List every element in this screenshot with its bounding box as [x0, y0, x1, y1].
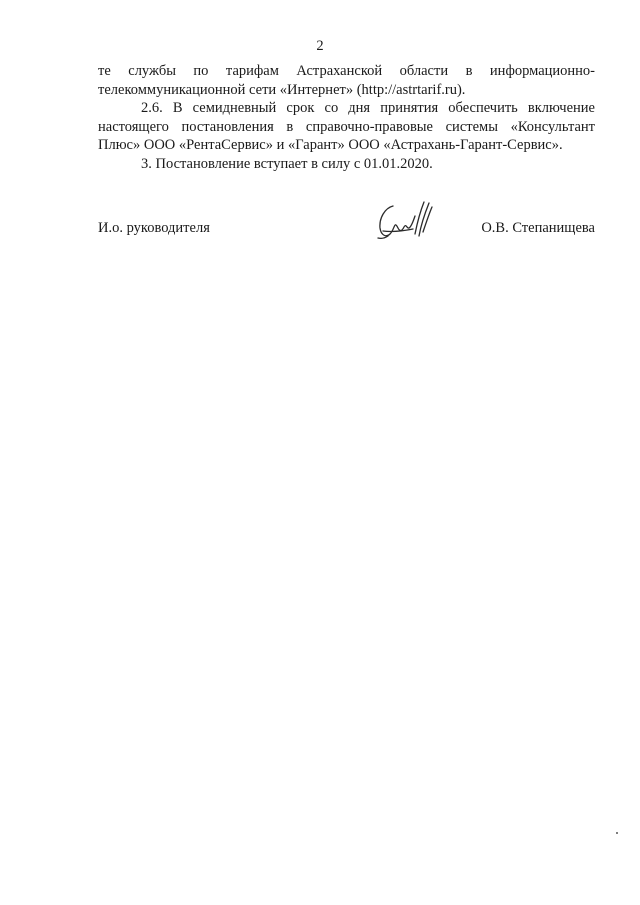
- scan-speck: [616, 832, 618, 834]
- document-body: [98, 62, 595, 173]
- paragraph-item-2-6: 2.6. В семидневный срок со дня принятия обеспечить включение настоящего постановления в справочно-правовые системы «Консультант Плюс» ООО «РентаСервис» и «Гарант» ООО «Астрахань-Гарант-Сервис».: [98, 100, 595, 153]
- handwritten-signature-icon: [373, 198, 439, 244]
- signer-name: О.В. Степанищева: [481, 220, 595, 236]
- paragraph-continuation: те службы по тарифам Астраханской области в информационно-телекоммуникационной сети «Интернет» (http://astrtarif.ru).: [98, 63, 595, 98]
- paragraph-item-3: 3. Постановление вступает в силу с 01.01.2020.: [141, 155, 433, 172]
- signer-position: И.о. руководителя: [98, 220, 210, 236]
- page-number: 2: [316, 38, 324, 54]
- signature-block: [98, 198, 595, 248]
